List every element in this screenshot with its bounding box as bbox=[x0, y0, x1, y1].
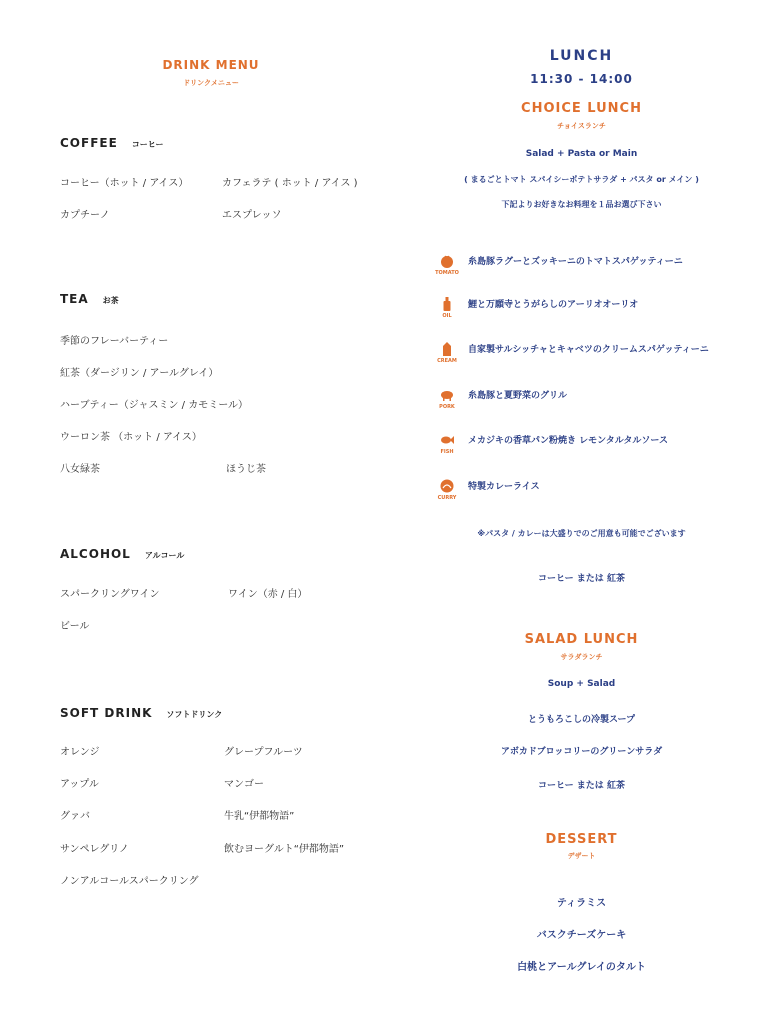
soft-drink-item: マンゴー bbox=[224, 779, 264, 790]
salad-item: アボカドブロッコリーのグリーンサラダ bbox=[500, 747, 663, 757]
drink-menu-title: DRINK MENU bbox=[162, 58, 260, 72]
coffee-jp: コーヒー bbox=[131, 140, 164, 149]
fish-icon-label: FISH bbox=[440, 449, 454, 455]
dessert-title: DESSERT bbox=[545, 832, 618, 847]
tea-item: ほうじ茶 bbox=[226, 464, 266, 475]
pig-icon bbox=[432, 388, 462, 418]
choice-instruction: 下記よりお好きなお料理を１品お選び下さい bbox=[501, 200, 662, 209]
tea-heading bbox=[60, 292, 119, 306]
tea-item: 季節のフレーバーティー bbox=[60, 336, 169, 347]
salad-lunch-subtitle: サラダランチ bbox=[560, 653, 603, 661]
choice-drink: コーヒー または 紅茶 bbox=[538, 574, 625, 584]
soft-drink-item: オレンジ bbox=[60, 747, 100, 758]
dish-row bbox=[432, 479, 752, 507]
alcohol-item: ビール bbox=[60, 621, 90, 632]
soft-drink-item: アップル bbox=[60, 779, 99, 790]
soft-drink-item: グレープフルーツ bbox=[224, 747, 303, 758]
coffee-item: コーヒー（ホット / アイス） bbox=[60, 178, 189, 189]
dessert-item: 白桃とアールグレイのタルト bbox=[517, 962, 646, 973]
lunch-hours: 11:30 - 14:00 bbox=[530, 72, 633, 86]
dish-name: 糸島豚と夏野菜のグリル bbox=[468, 391, 568, 401]
soft-drink-jp: ソフトドリンク bbox=[166, 710, 223, 719]
dish-row bbox=[432, 342, 752, 370]
lunch-title: LUNCH bbox=[549, 48, 614, 64]
salad-item: とうもろこしの冷製スープ bbox=[527, 715, 636, 725]
tea-item: 八女緑茶 bbox=[60, 464, 100, 475]
tea-title: TEA bbox=[60, 292, 89, 306]
curry-icon bbox=[432, 479, 462, 509]
oil-icon-label: OIL bbox=[442, 313, 452, 319]
coffee-item: カプチーノ bbox=[60, 210, 110, 221]
soft-drink-item: ノンアルコールスパークリング bbox=[60, 876, 199, 887]
soft-drink-item: サンペレグリノ bbox=[60, 844, 129, 855]
soft-drink-item: グァバ bbox=[60, 811, 90, 822]
dessert-item: ティラミス bbox=[556, 898, 607, 909]
tea-item: 紅茶（ダージリン / アールグレイ） bbox=[60, 368, 219, 379]
tea-item: ハーブティー（ジャスミン / カモミール） bbox=[60, 400, 249, 411]
soft-drink-item: 牛乳“伊都物語” bbox=[224, 811, 295, 822]
pork-icon-label: PORK bbox=[439, 404, 455, 410]
alcohol-item: ワイン（赤 / 白） bbox=[228, 589, 308, 600]
alcohol-title: ALCOHOL bbox=[60, 547, 131, 561]
dish-row bbox=[432, 254, 752, 282]
dish-name: メカジキの香草パン粉焼き レモンタルタルソース bbox=[468, 436, 668, 446]
choice-lunch-subtitle: チョイスランチ bbox=[557, 122, 606, 130]
cream-carton-icon bbox=[432, 342, 462, 372]
salad-item: コーヒー または 紅茶 bbox=[538, 781, 625, 791]
choice-description: ( まるごとトマト スパイシーポテトサラダ + パスタ or メイン ) bbox=[464, 175, 699, 184]
curry-icon-label: CURRY bbox=[437, 495, 457, 501]
coffee-title: COFFEE bbox=[60, 136, 118, 150]
choice-lunch-title: CHOICE LUNCH bbox=[521, 101, 642, 116]
coffee-heading bbox=[60, 136, 163, 150]
dessert-item: バスクチーズケーキ bbox=[536, 930, 627, 941]
dessert-subtitle: デザート bbox=[567, 852, 596, 860]
oil-bottle-icon bbox=[432, 297, 462, 327]
dish-name: 自家製サルシッチャとキャベツのクリームスパゲッティーニ bbox=[468, 345, 709, 355]
salad-lunch-title: SALAD LUNCH bbox=[524, 632, 639, 647]
alcohol-heading bbox=[60, 547, 184, 561]
dish-row bbox=[432, 297, 752, 325]
dish-name: 糸島豚ラグーとズッキーニのトマトスパゲッティーニ bbox=[468, 257, 683, 267]
alcohol-item: スパークリングワイン bbox=[60, 589, 160, 600]
coffee-item: カフェラテ ( ホット / アイス ) bbox=[222, 178, 358, 189]
tea-jp: お茶 bbox=[102, 296, 119, 305]
cream-icon-label: CREAM bbox=[437, 358, 457, 364]
soft-drink-heading bbox=[60, 706, 222, 720]
tea-item: ウーロン茶 （ホット / アイス） bbox=[60, 432, 202, 443]
salad-formula: Soup + Salad bbox=[547, 679, 616, 689]
tomato-icon bbox=[432, 254, 462, 284]
dish-row bbox=[432, 388, 752, 416]
dish-name: 特製カレーライス bbox=[468, 482, 540, 492]
dish-name: 鯉と万願寺とうがらしのアーリオオーリオ bbox=[468, 300, 639, 310]
choice-note: ※パスタ / カレーは大盛りでのご用意も可能でございます bbox=[477, 529, 686, 538]
drink-menu-subtitle: ドリンクメニュー bbox=[183, 79, 239, 87]
dish-row bbox=[432, 433, 752, 461]
choice-formula: Salad + Pasta or Main bbox=[525, 149, 638, 159]
tomato-icon-label: TOMATO bbox=[435, 270, 459, 276]
coffee-item: エスプレッソ bbox=[222, 210, 282, 221]
soft-drink-item: 飲むヨーグルト“伊都物語” bbox=[224, 844, 345, 855]
alcohol-jp: アルコール bbox=[144, 551, 185, 560]
soft-drink-title: SOFT DRINK bbox=[60, 706, 153, 720]
fish-icon bbox=[432, 433, 462, 463]
